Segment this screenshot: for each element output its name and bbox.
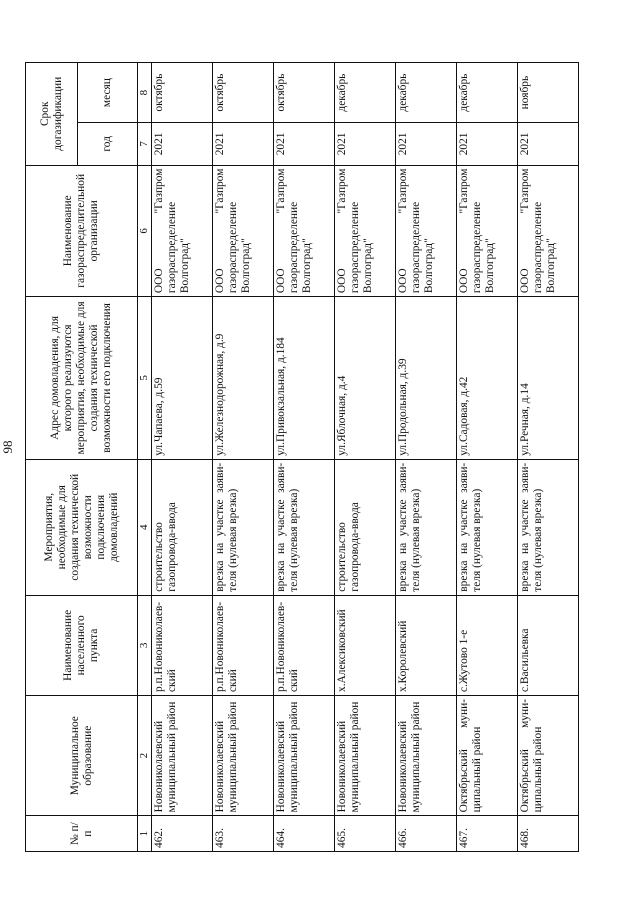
rotated-table-container [25, 62, 594, 852]
organization-cell: ООО "Газпром газораспределение Волгоград" [396, 165, 457, 297]
table-row [213, 63, 274, 852]
header-organization: Наименование газораспределительной организации [26, 165, 138, 297]
address-cell: ул.Садовая, д.42 [457, 297, 518, 460]
header-municipality: Муниципальное образование [26, 696, 138, 816]
address-cell: ул.Продольная, д.39 [396, 297, 457, 460]
organization-cell: ООО "Газпром газораспределение Волгоград" [335, 165, 396, 297]
measure-cell: строительство газопровода-ввода [335, 459, 396, 595]
month-cell: декабрь [335, 63, 396, 123]
measure-cell: врезка на участке заявителя (нулевая врезка) [396, 459, 457, 595]
column-number: 2 [138, 696, 152, 816]
address-cell: ул.Привокзальная, д.184 [274, 297, 335, 460]
address-cell: ул.Железнодорожная, д.9 [213, 297, 274, 460]
column-number: 1 [138, 816, 152, 852]
table-row [274, 63, 335, 852]
row-number: 465. [335, 816, 396, 852]
month-cell: декабрь [396, 63, 457, 123]
column-number: 6 [138, 165, 152, 297]
municipality-cell: Октябрьский муниципальный район [457, 696, 518, 816]
table-row [335, 63, 396, 852]
address-cell: ул.Речная, д.14 [518, 297, 579, 460]
measure-cell: врезка на участке заявителя (нулевая врезка) [457, 459, 518, 595]
month-cell: октябрь [274, 63, 335, 123]
month-cell: декабрь [457, 63, 518, 123]
header-deadline: Срок догазификации [26, 63, 78, 166]
header-month: месяц [78, 63, 138, 123]
settlement-cell: х.Королевский [396, 595, 457, 695]
organization-cell: ООО "Газпром газораспределение Волгоград" [457, 165, 518, 297]
row-number: 462. [152, 816, 213, 852]
settlement-cell: р.п.Новониколаевский [274, 595, 335, 695]
measure-cell: врезка на участке заявителя (нулевая врезка) [274, 459, 335, 595]
gasification-table [25, 62, 579, 852]
organization-cell: ООО "Газпром газораспределение Волгоград" [213, 165, 274, 297]
header-address: Адрес домовладения, для которого реализуются мероприятия, необходимые для создания технической возможности его подключения [26, 297, 138, 460]
municipality-cell: Новониколаевский муниципальный район [335, 696, 396, 816]
municipality-cell: Новониколаевский муниципальный район [152, 696, 213, 816]
year-cell: 2021 [335, 123, 396, 165]
month-cell: ноябрь [518, 63, 579, 123]
column-number: 8 [138, 63, 152, 123]
measure-cell: строительство газопровода-ввода [152, 459, 213, 595]
year-cell: 2021 [518, 123, 579, 165]
settlement-cell: р.п.Новониколаевский [213, 595, 274, 695]
table-row [152, 63, 213, 852]
year-cell: 2021 [457, 123, 518, 165]
column-number: 3 [138, 595, 152, 695]
month-cell: октябрь [213, 63, 274, 123]
settlement-cell: р.п.Новониколаевский [152, 595, 213, 695]
column-number: 5 [138, 297, 152, 460]
column-number: 4 [138, 459, 152, 595]
table-row [457, 63, 518, 852]
municipality-cell: Октябрьский муниципальный район [518, 696, 579, 816]
header-year: год [78, 123, 138, 165]
address-cell: ул.Яблочная, д.4 [335, 297, 396, 460]
year-cell: 2021 [274, 123, 335, 165]
row-number: 463. [213, 816, 274, 852]
organization-cell: ООО "Газпром газораспределение Волгоград" [518, 165, 579, 297]
header-settlement: Наименование населенного пункта [26, 595, 138, 695]
settlement-cell: с.Васильевка [518, 595, 579, 695]
measure-cell: врезка на участке заявителя (нулевая врезка) [518, 459, 579, 595]
year-cell: 2021 [213, 123, 274, 165]
municipality-cell: Новониколаевский муниципальный район [213, 696, 274, 816]
address-cell: ул.Чапаева, д.59 [152, 297, 213, 460]
organization-cell: ООО "Газпром газораспределение Волгоград" [274, 165, 335, 297]
table-row [518, 63, 579, 852]
column-number: 7 [138, 123, 152, 165]
organization-cell: ООО "Газпром газораспределение Волгоград" [152, 165, 213, 297]
header-measures: Мероприятия, необходимые для создания технической возможности подключения домовладений [26, 459, 138, 595]
year-cell: 2021 [396, 123, 457, 165]
table-row [396, 63, 457, 852]
municipality-cell: Новониколаевский муниципальный район [396, 696, 457, 816]
year-cell: 2021 [152, 123, 213, 165]
month-cell: октябрь [152, 63, 213, 123]
municipality-cell: Новониколаевский муниципальный район [274, 696, 335, 816]
row-number: 464. [274, 816, 335, 852]
row-number: 466. [396, 816, 457, 852]
settlement-cell: х.Алексиковский [335, 595, 396, 695]
row-number: 468. [518, 816, 579, 852]
row-number: 467. [457, 816, 518, 852]
settlement-cell: с.Жутово 1-е [457, 595, 518, 695]
measure-cell: врезка на участке заявителя (нулевая врезка) [213, 459, 274, 595]
header-num: № п/п [26, 816, 138, 852]
